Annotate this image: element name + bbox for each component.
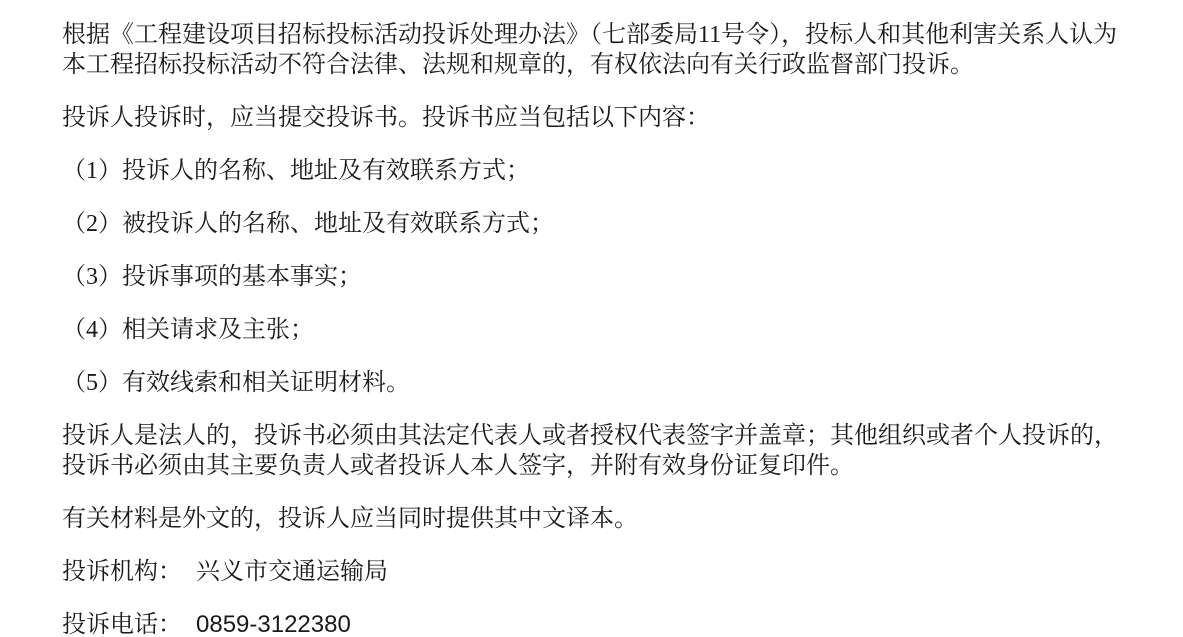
intro-paragraph: 根据《工程建设项目招标投标活动投诉处理办法》（七部委局11号令），投标人和其他利害关系人认为本工程招标投标活动不符合法律、法规和规章的，有权依法向有关行政监督部门投诉。: [62, 22, 1118, 78]
signature-requirement-paragraph: 投诉人是法人的，投诉书必须由其法定代表人或者授权代表签字并盖章；其他组织或者个人投诉的，投诉书必须由其主要负责人或者投诉人本人签字，并附有效身份证复印件。: [62, 423, 1118, 479]
document-page: [62, 20, 1180, 637]
complaint-item-2: （2）被投诉人的名称、地址及有效联系方式；: [62, 211, 554, 237]
complaint-phone-value: 0859-3122380: [196, 611, 351, 637]
complaint-item-3: （3）投诉事项的基本事实；: [62, 264, 362, 290]
complaint-phone-label: 投诉电话：: [62, 612, 182, 637]
complaint-agency-label: 投诉机构：: [62, 559, 182, 585]
submit-requirement-paragraph: 投诉人投诉时，应当提交投诉书。投诉书应当包括以下内容：: [62, 105, 710, 131]
complaint-phone-line: [62, 610, 1118, 637]
complaint-item-4: （4）相关请求及主张；: [62, 317, 314, 343]
complaint-item-5: （5）有效线索和相关证明材料。: [62, 370, 410, 396]
complaint-agency-value: 兴义市交通运输局: [196, 559, 388, 585]
translation-note-paragraph: 有关材料是外文的，投诉人应当同时提供其中文译本。: [62, 506, 638, 532]
complaint-agency-line: [62, 557, 1118, 587]
complaint-item-1: （1）投诉人的名称、地址及有效联系方式；: [62, 158, 530, 184]
